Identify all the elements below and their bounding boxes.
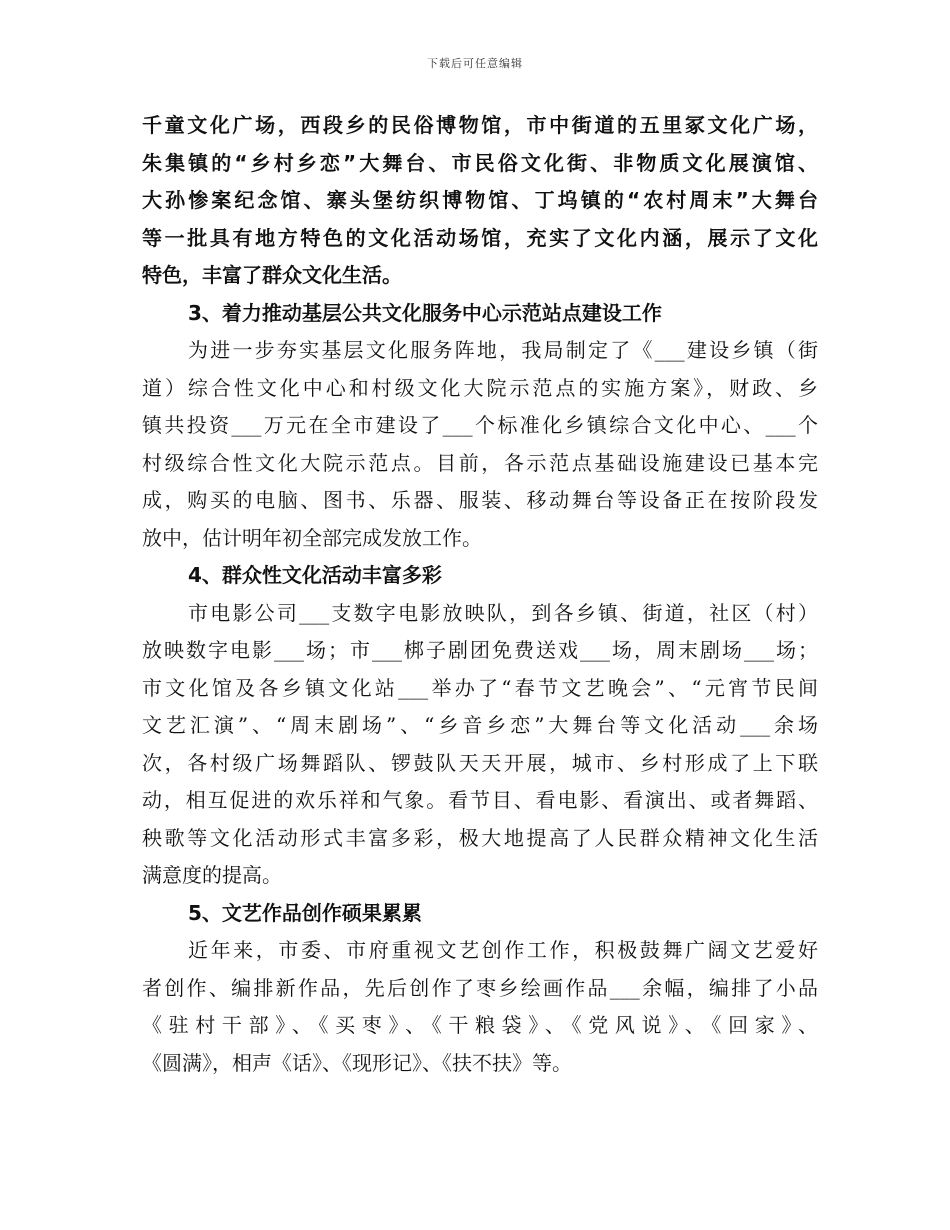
page-header-note: 下载后可任意编辑 [427, 57, 523, 70]
paragraph-line: 特色，丰富了群众文化生活。 [142, 263, 402, 287]
section-3-heading: 3、着力推动基层公共文化服务中心示范站点建设工作 [188, 300, 662, 325]
paragraph-line: 《圆满》，相声《话》、《现形记》、《扶不扶》等。 [142, 1050, 572, 1075]
paragraph-line: 成，购买的电脑、图书、乐器、服装、移动舞台等设备正在按阶段发 [142, 488, 818, 512]
paragraph-line: 道）综合性文化中心和村级文化大院示范点的实施方案》，财政、乡 [142, 375, 818, 400]
paragraph-line: 者创作、编排新作品，先后创作了枣乡绘画作品___余幅，编排了小品 [142, 975, 818, 1000]
paragraph-line: 文艺汇演”、“周末剧场”、“乡音乡恋”大舞台等文化活动___余场 [142, 713, 818, 737]
section-5-heading: 5、文艺作品创作硕果累累 [188, 900, 422, 925]
section-3-paragraph [142, 332, 818, 557]
paragraph-line: 大孙惨案纪念馆、寨头堡纺织博物馆、丁坞镇的“农村周末”大舞台 [142, 188, 818, 212]
paragraph-line: 满意度的提高。 [142, 863, 282, 887]
paragraph-line: 放中，估计明年初全部完成发放工作。 [142, 525, 482, 550]
paragraph-line: 市电影公司___支数字电影放映队，到各乡镇、街道，社区（村） [188, 600, 818, 625]
paragraph-line: 动，相互促进的欢乐祥和气象。看节目、看电影、看演出、或者舞蹈、 [142, 788, 818, 812]
paragraph-line: 等一批具有地方特色的文化活动场馆，充实了文化内涵，展示了文化 [142, 225, 818, 250]
paragraph-line: 千童文化广场，西段乡的民俗博物馆，市中街道的五里冢文化广场， [142, 113, 818, 137]
paragraph-line: 近年来，市委、市府重视文艺创作工作，积极鼓舞广阔文艺爱好 [188, 938, 818, 962]
paragraph-line: 次，各村级广场舞蹈队、锣鼓队天天开展，城市、乡村形成了上下联 [142, 750, 818, 775]
section-5-paragraph [142, 932, 818, 1082]
paragraph-line: 村级综合性文化大院示范点。目前，各示范点基础设施建设已基本完 [142, 450, 818, 475]
intro-paragraph [142, 107, 818, 295]
section-4-paragraph [142, 595, 818, 895]
paragraph-line: 镇共投资___万元在全市建设了___个标准化乡镇综合文化中心、___个 [142, 413, 818, 437]
document-body [142, 107, 818, 1082]
paragraph-line: 《驻村干部》、《买枣》、《干粮袋》、《党风说》、《回家》、 [142, 1013, 818, 1037]
paragraph-line: 秧歌等文化活动形式丰富多彩，极大地提高了人民群众精神文化生活 [142, 825, 818, 850]
paragraph-line: 市文化馆及各乡镇文化站___举办了“春节文艺晚会”、“元宵节民间 [142, 675, 818, 700]
section-4-heading: 4、群众性文化活动丰富多彩 [188, 563, 442, 587]
paragraph-line: 为进一步夯实基层文化服务阵地，我局制定了《___建设乡镇（街 [188, 338, 818, 362]
paragraph-line: 放映数字电影___场；市___梆子剧团免费送戏___场，周末剧场___场； [142, 638, 818, 662]
paragraph-line: 朱集镇的“乡村乡恋”大舞台、市民俗文化街、非物质文化展演馆、 [142, 150, 818, 175]
